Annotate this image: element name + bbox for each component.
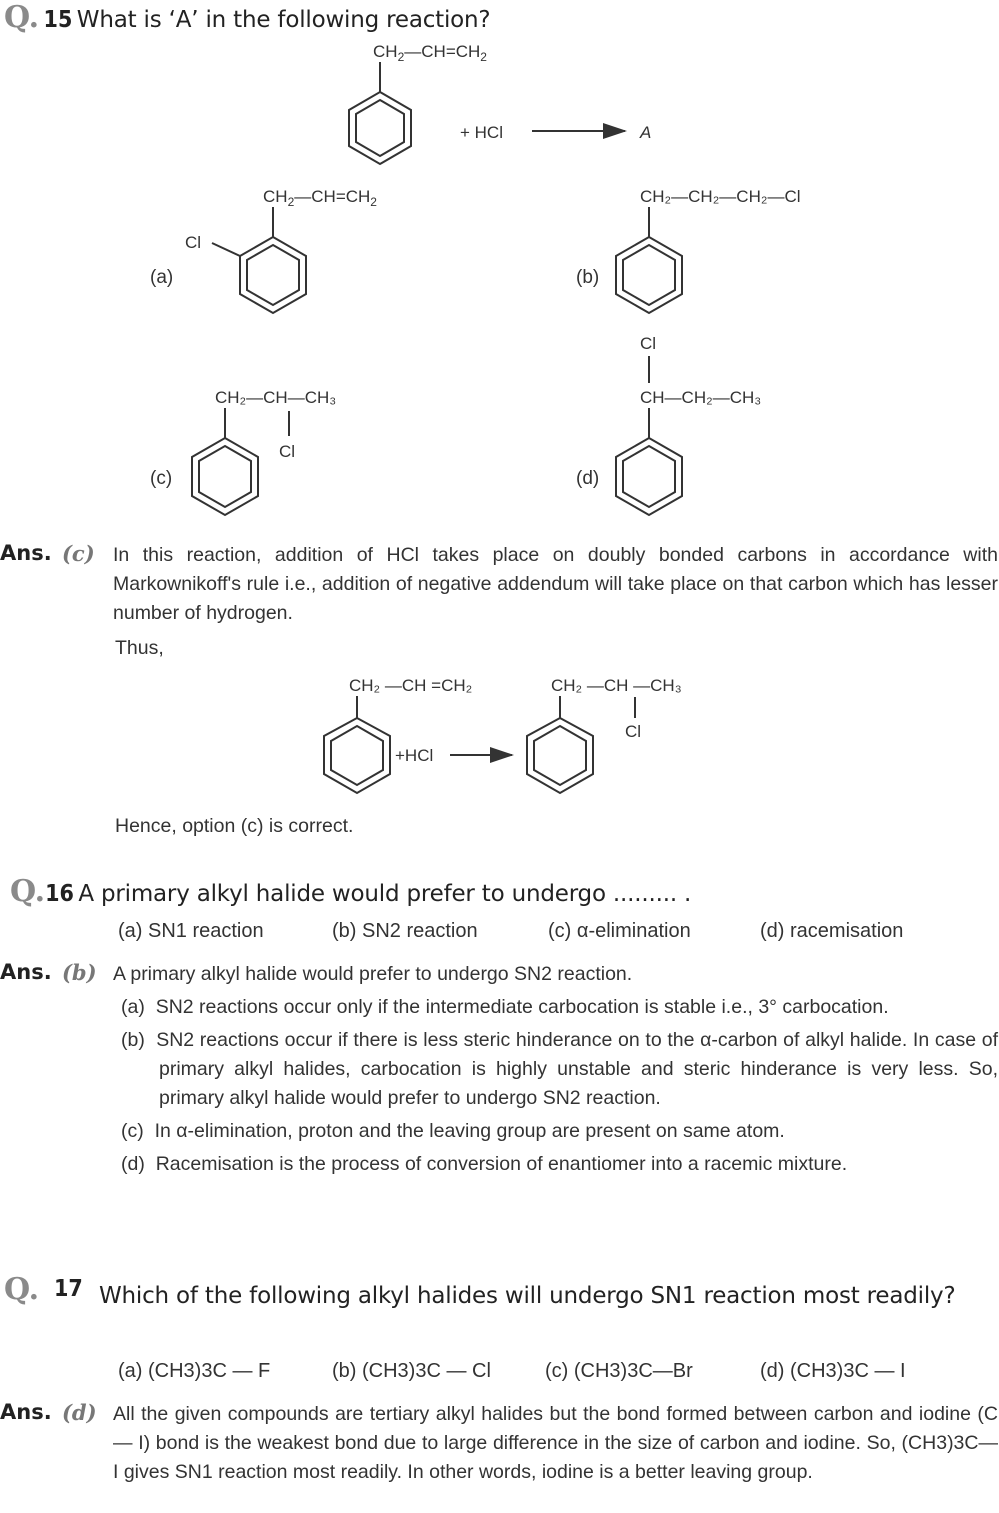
eq-left-chain: CH₂ —CH =CH₂ <box>349 676 473 695</box>
option-a-label: (a) <box>150 267 174 288</box>
q16-ans-label: Ans. <box>0 960 52 984</box>
q15-thus: Thus, <box>115 637 164 659</box>
reaction-product: A <box>640 123 652 142</box>
q15-number: 15 <box>43 7 73 33</box>
q16-point-a: (a) SN2 reactions occur only if the intermediate carbocation is stable i.e., 3° carbocation. <box>121 996 889 1018</box>
eq-right-chloro: Cl <box>625 722 642 741</box>
q16-header <box>10 874 691 909</box>
q16-ans-text: A primary alkyl halide would prefer to undergo SN2 reaction. <box>113 963 633 985</box>
q15-ans-option: (c) <box>62 541 95 566</box>
option-d-chain: CH—CH₂—CH₃ <box>640 388 762 407</box>
q15-ans-text: In this reaction, addition of HCl takes place on doubly bonded carbons in accordance with Markownikoff's rule i.e., addition of negative addendum will take place on that carbon which has lesser number of hydrogen. <box>113 544 998 624</box>
eq-right-benzene-ring <box>527 696 635 793</box>
eq-right-chain: CH₂ —CH —CH₃ <box>551 676 682 695</box>
q16-mark: Q. <box>10 874 46 909</box>
q17-ans-text: All the given compounds are tertiary alkyl halides but the bond formed between carbon and iodine (C — I) bond is the weakest bond due to large difference in the size of carbon and iodine. So, (CH3)3C—I gives SN1 reaction most readily. In other words, iodine is a better leaving group. <box>113 1403 998 1483</box>
q16-ans-option: (b) <box>62 960 97 985</box>
eq-reagent: +HCl <box>395 746 434 765</box>
q16-option-a: (a) SN1 reaction <box>118 920 264 942</box>
q16-option-c: (c) α-elimination <box>548 920 691 942</box>
q16-text: A primary alkyl halide would prefer to undergo ......... . <box>78 881 692 907</box>
q16-option-b: (b) SN2 reaction <box>332 920 478 942</box>
q15-text: What is ‘A’ in the following reaction? <box>76 7 491 33</box>
reaction-benzene-ring <box>349 62 411 164</box>
option-a-benzene-ring <box>212 207 306 313</box>
q17-text: Which of the following alkyl halides will undergo SN1 reaction most readily? <box>99 1283 956 1309</box>
q16-option-d: (d) racemisation <box>760 920 904 942</box>
q16-number: 16 <box>45 881 74 907</box>
q15-mark: Q. <box>4 0 40 35</box>
eq-left-benzene-ring <box>324 696 390 793</box>
q17-option-c: (c) (CH3)3C—Br <box>545 1360 693 1382</box>
q16-point-b: (b) SN2 reactions occur if there is less steric hinderance on to the α-carbon of alkyl halide. In case of primary alkyl halides, carbocation is highly unstable and steric hinderance is very less. So, primary alkyl halide would prefer to undergo SN2 reaction. <box>121 1029 998 1109</box>
q17-option-b: (b) (CH3)3C — Cl <box>332 1360 491 1382</box>
q17-ans-option: (d) <box>62 1400 97 1425</box>
option-a-chloro: Cl <box>185 233 202 252</box>
option-c-chain: CH₂—CH—CH₃ <box>215 388 337 407</box>
option-b-benzene-ring <box>616 207 682 313</box>
q17-mark: Q. <box>4 1272 40 1307</box>
q15-ans-label: Ans. <box>0 541 52 565</box>
option-b-label: (b) <box>576 267 600 288</box>
q15-hence: Hence, option (c) is correct. <box>115 815 354 837</box>
option-d-label: (d) <box>576 468 600 489</box>
q16-points <box>121 993 998 1179</box>
option-c-label: (c) <box>150 468 173 489</box>
reaction-sidechain: $CH_2—CH=CH_2$ <box>373 42 487 64</box>
q17-ans-label: Ans. <box>0 1400 52 1424</box>
option-d-chloro: Cl <box>640 334 657 353</box>
option-b-chain: CH₂—CH₂—CH₂—Cl <box>640 187 801 206</box>
q16-point-c: (c) In α-elimination, proton and the leaving group are present on same atom. <box>121 1120 785 1142</box>
option-c-benzene-ring <box>192 408 289 515</box>
q17-option-d: (d) (CH3)3C — I <box>760 1360 906 1382</box>
q17-option-a: (a) (CH3)3C — F <box>118 1360 271 1382</box>
q16-point-d: (d) Racemisation is the process of conversion of enantiomer into a racemic mixture. <box>121 1153 848 1175</box>
option-d-benzene-ring <box>616 356 682 515</box>
reaction-reagent: + HCl <box>460 123 503 142</box>
option-a-sidechain: $CH_2—CH=CH_2$ <box>263 187 377 209</box>
option-c-chloro: Cl <box>279 442 296 461</box>
q17-number: 17 <box>54 1276 83 1302</box>
